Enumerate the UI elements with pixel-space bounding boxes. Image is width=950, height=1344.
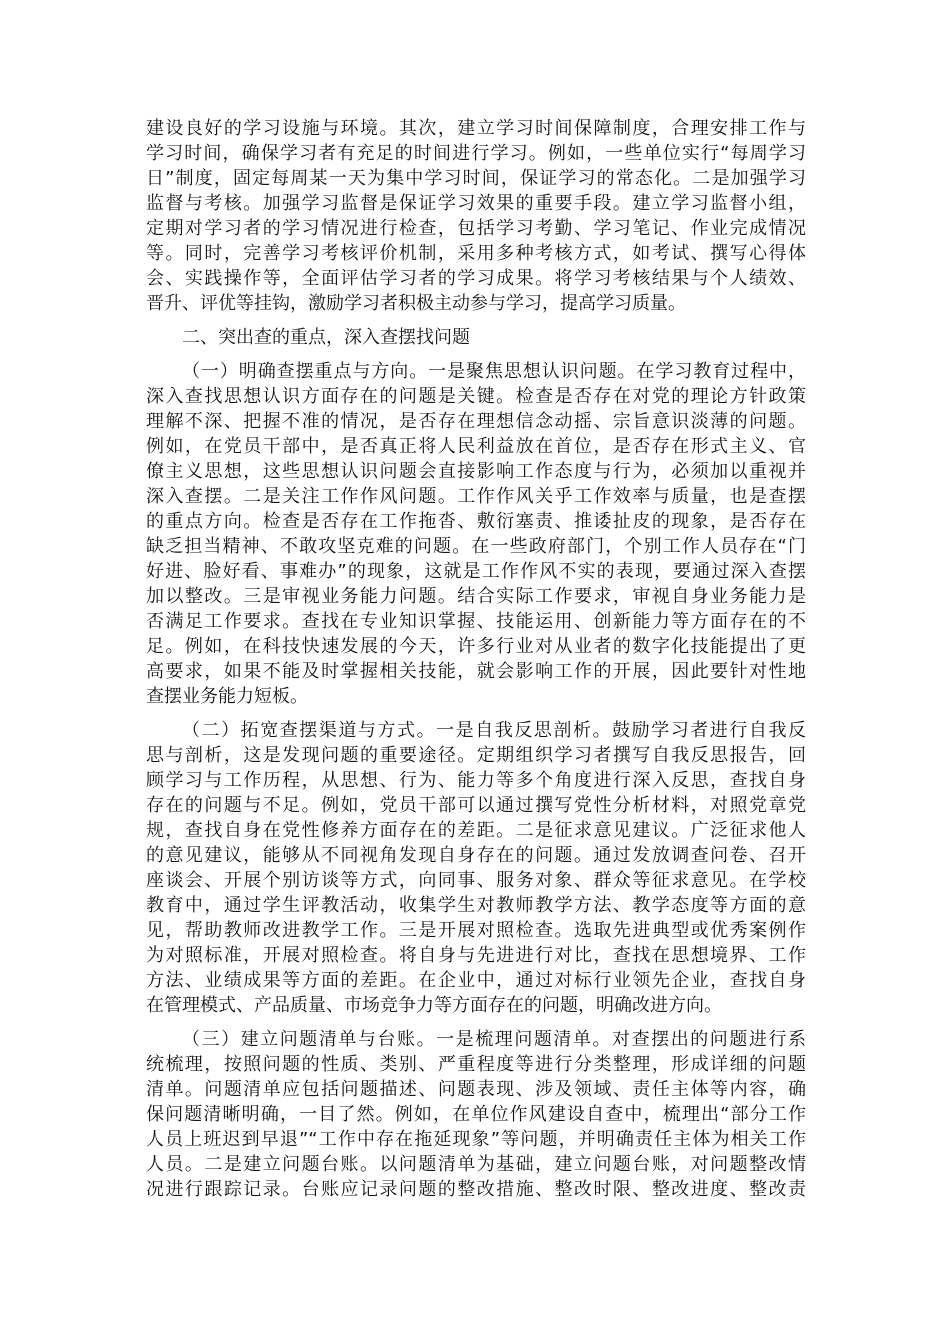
text-line: 思与剖析，这是发现问题的重要途径。定期组织学习者撰写自我反思报告，回 bbox=[146, 745, 806, 766]
text-line: 高要求，如果不能及时掌握相关技能，就会影响工作的开展，因此要针对性地 bbox=[146, 661, 806, 682]
text-line: 查摆业务能力短板。 bbox=[146, 686, 308, 707]
text-line: 深入查摆。二是关注工作作风问题。工作作风关乎工作效率与质量，也是查摆 bbox=[146, 486, 806, 507]
text-line: 日”制度，固定每周某一天为集中学习时间，保证学习的常态化。二是加强学习 bbox=[146, 168, 806, 189]
text-line: 人员上班迟到早退”“工作中存在拖延现象”等问题，并明确责任主体为相关工作 bbox=[146, 1129, 806, 1150]
text-line: 晋升、评优等挂钩，激励学习者积极主动参与学习，提高学习质量。 bbox=[146, 293, 686, 314]
text-line: 会、实践操作等，全面评估学习者的学习成果。将学习考核结果与个人绩效、 bbox=[146, 268, 806, 289]
text-line: 人员。二是建立问题台账。以问题清单为基础，建立问题台账，对问题整改情 bbox=[146, 1154, 806, 1175]
text-line: 方法、业绩成果等方面的差距。在企业中，通过对标行业领先企业，查找自身 bbox=[146, 970, 806, 991]
paragraph-2 bbox=[146, 359, 806, 709]
text-line: 深入查找思想认识方面存在的问题是关键。检查是否存在对党的理论方针政策 bbox=[146, 386, 806, 407]
text-line: 况进行跟踪记录。台账应记录问题的整改措施、整改时限、整改进度、整改责 bbox=[146, 1179, 806, 1200]
text-line: （三）建立问题清单与台账。一是梳理问题清单。对查摆出的问题进行系 bbox=[182, 1029, 806, 1050]
text-line: 的重点方向。检查是否存在工作拖沓、敷衍塞责、推诿扯皮的现象，是否存在 bbox=[146, 511, 806, 532]
text-line: 顾学习与工作历程，从思想、行为、能力等多个角度进行深入反思，查找自身 bbox=[146, 770, 806, 791]
document-page bbox=[146, 116, 806, 1202]
text-line: 足。例如，在科技快速发展的今天，许多行业对从业者的数字化技能提出了更 bbox=[146, 636, 806, 657]
text-line: 在管理模式、产品质量、市场竞争力等方面存在的问题，明确改进方向。 bbox=[146, 995, 722, 1016]
paragraph-4 bbox=[146, 1027, 806, 1202]
section-heading: 二、突出查的重点，深入查摆找问题 bbox=[182, 327, 470, 348]
text-line: 学习时间，确保学习者有充足的时间进行学习。例如，一些单位实行“每周学习 bbox=[146, 143, 806, 164]
text-line: 存在的问题与不足。例如，党员干部可以通过撰写党性分析材料，对照党章党 bbox=[146, 795, 806, 816]
text-line: 建设良好的学习设施与环境。其次，建立学习时间保障制度，合理安排工作与 bbox=[146, 118, 806, 139]
text-line: 规，查找自身在党性修养方面存在的差距。二是征求意见建议。广泛征求他人 bbox=[146, 820, 806, 841]
text-line: 监督与考核。加强学习监督是保证学习效果的重要手段。建立学习监督小组， bbox=[146, 193, 806, 214]
paragraph-3 bbox=[146, 718, 806, 1018]
text-line: 见，帮助教师改进教学工作。三是开展对照检查。选取先进典型或优秀案例作 bbox=[146, 920, 806, 941]
text-line: 保问题清晰明确，一目了然。例如，在单位作风建设自查中，梳理出“部分工作 bbox=[146, 1104, 806, 1125]
text-line: 教育中，通过学生评教活动，收集学生对教师教学方法、教学态度等方面的意 bbox=[146, 895, 806, 916]
text-line: 否满足工作要求。查找在专业知识掌握、技能运用、创新能力等方面存在的不 bbox=[146, 611, 806, 632]
text-line: 理解不深、把握不准的情况，是否存在理想信念动摇、宗旨意识淡薄的问题。 bbox=[146, 411, 806, 432]
text-line: 等。同时，完善学习考核评价机制，采用多种考核方式，如考试、撰写心得体 bbox=[146, 243, 806, 264]
text-line: 好进、脸好看、事难办”的现象，这就是工作作风不实的表现，要通过深入查摆 bbox=[146, 561, 806, 582]
text-line: 统梳理，按照问题的性质、类别、严重程度等进行分类整理，形成详细的问题 bbox=[146, 1054, 806, 1075]
text-line: 座谈会、开展个别访谈等方式，向同事、服务对象、群众等征求意见。在学校 bbox=[146, 870, 806, 891]
text-line: 加以整改。三是审视业务能力问题。结合实际工作要求，审视自身业务能力是 bbox=[146, 586, 806, 607]
text-line: 例如，在党员干部中，是否真正将人民利益放在首位，是否存在形式主义、官 bbox=[146, 436, 806, 457]
paragraph-1 bbox=[146, 116, 806, 316]
text-line: （二）拓宽查摆渠道与方式。一是自我反思剖析。鼓励学习者进行自我反 bbox=[182, 720, 806, 741]
text-line: 定期对学习者的学习情况进行检查，包括学习考勤、学习笔记、作业完成情况 bbox=[146, 218, 806, 239]
text-line: 清单。问题清单应包括问题描述、问题表现、涉及领域、责任主体等内容，确 bbox=[146, 1079, 806, 1100]
text-line: 的意见建议，能够从不同视角发现自身存在的问题。通过发放调查问卷、召开 bbox=[146, 845, 806, 866]
text-line: 缺乏担当精神、不敢攻坚克难的问题。在一些政府部门，个别工作人员存在“门 bbox=[146, 536, 806, 557]
text-line: 僚主义思想，这些思想认识问题会直接影响工作态度与行为，必须加以重视并 bbox=[146, 461, 806, 482]
text-line: （一）明确查摆重点与方向。一是聚焦思想认识问题。在学习教育过程中， bbox=[182, 361, 806, 382]
text-line: 为对照标准，开展对照检查。将自身与先进进行对比，查找在思想境界、工作 bbox=[146, 945, 806, 966]
